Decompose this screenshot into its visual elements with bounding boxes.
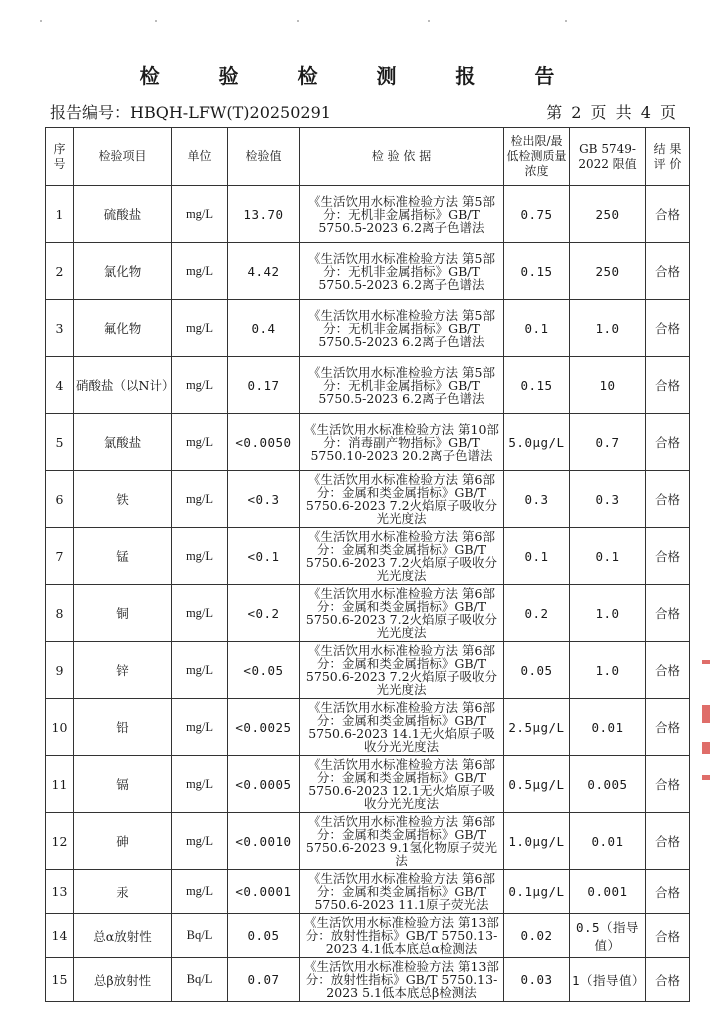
row-unit: mg/L [172, 186, 228, 243]
row-standard: 250 [570, 186, 646, 243]
table-row [46, 471, 690, 528]
row-seq: 12 [46, 813, 74, 870]
row-basis: 《生活饮用水标准检验方法 第6部分：金属和类金属指标》GB/T 5750.6-2023 11.1原子荧光法 [300, 870, 504, 914]
row-standard: 1.0 [570, 585, 646, 642]
row-value: 0.4 [228, 300, 300, 357]
row-seq: 2 [46, 243, 74, 300]
row-limit: 0.2 [504, 585, 570, 642]
row-value: <0.1 [228, 528, 300, 585]
header-result: 结 果 评 价 [646, 128, 690, 186]
row-seq: 4 [46, 357, 74, 414]
row-unit: mg/L [172, 357, 228, 414]
row-unit: mg/L [172, 642, 228, 699]
row-unit: mg/L [172, 528, 228, 585]
table-header-row [46, 128, 690, 186]
row-standard: 0.001 [570, 870, 646, 914]
row-seq: 7 [46, 528, 74, 585]
row-item: 铅 [74, 699, 172, 756]
table-row [46, 585, 690, 642]
table-row [46, 958, 690, 1002]
row-result: 合格 [646, 186, 690, 243]
row-value: <0.0025 [228, 699, 300, 756]
row-seq: 5 [46, 414, 74, 471]
row-basis: 《生活饮用水标准检验方法 第6部分：金属和类金属指标》GB/T 5750.6-2023 7.2火焰原子吸收分光光度法 [300, 642, 504, 699]
row-standard: 1.0 [570, 300, 646, 357]
scan-dot [40, 20, 42, 22]
scan-dot [565, 20, 567, 22]
row-standard: 0.1 [570, 528, 646, 585]
row-basis: 《生活饮用水标准检验方法 第6部分：金属和类金属指标》GB/T 5750.6-2023 9.1氢化物原子荧光法 [300, 813, 504, 870]
row-unit: mg/L [172, 243, 228, 300]
row-seq: 11 [46, 756, 74, 813]
table-row [46, 186, 690, 243]
row-basis: 《生活饮用水标准检验方法 第13部分：放射性指标》GB/T 5750.13-2023 4.1低本底总α检测法 [300, 914, 504, 958]
row-seq: 8 [46, 585, 74, 642]
row-value: <0.2 [228, 585, 300, 642]
row-unit: mg/L [172, 300, 228, 357]
row-limit: 0.15 [504, 357, 570, 414]
table-row [46, 699, 690, 756]
table-row [46, 870, 690, 914]
row-item: 总β放射性 [74, 958, 172, 1002]
row-limit: 5.0μg/L [504, 414, 570, 471]
row-basis: 《生活饮用水标准检验方法 第6部分：金属和类金属指标》GB/T 5750.6-2023 7.2火焰原子吸收分光光度法 [300, 585, 504, 642]
row-standard: 1（指导值） [570, 958, 646, 1002]
row-item: 锰 [74, 528, 172, 585]
row-seq: 14 [46, 914, 74, 958]
row-value: <0.0005 [228, 756, 300, 813]
row-item: 氯酸盐 [74, 414, 172, 471]
row-limit: 0.1 [504, 528, 570, 585]
report-number: 报告编号：HBQH-LFW(T)20250291 [50, 103, 331, 122]
row-item: 汞 [74, 870, 172, 914]
report-meta [50, 100, 678, 124]
scan-dot [428, 20, 430, 22]
row-item: 总α放射性 [74, 914, 172, 958]
table-row [46, 414, 690, 471]
row-result: 合格 [646, 585, 690, 642]
row-value: <0.0050 [228, 414, 300, 471]
row-item: 锌 [74, 642, 172, 699]
row-result: 合格 [646, 870, 690, 914]
row-value: 4.42 [228, 243, 300, 300]
row-result: 合格 [646, 813, 690, 870]
row-unit: mg/L [172, 699, 228, 756]
row-basis: 《生活饮用水标准检验方法 第5部分：无机非金属指标》GB/T 5750.5-2023 6.2离子色谱法 [300, 357, 504, 414]
row-unit: Bq/L [172, 914, 228, 958]
row-standard: 0.5（指导值） [570, 914, 646, 958]
row-result: 合格 [646, 642, 690, 699]
row-basis: 《生活饮用水标准检验方法 第5部分：无机非金属指标》GB/T 5750.5-2023 6.2离子色谱法 [300, 243, 504, 300]
stamp-edge-mark [702, 775, 710, 780]
table-row [46, 642, 690, 699]
scan-dot [155, 20, 157, 22]
row-limit: 0.5μg/L [504, 756, 570, 813]
row-item: 镉 [74, 756, 172, 813]
row-value: 0.07 [228, 958, 300, 1002]
stamp-edge-mark [702, 742, 710, 754]
table-row [46, 357, 690, 414]
row-item: 硫酸盐 [74, 186, 172, 243]
row-seq: 13 [46, 870, 74, 914]
results-table [45, 127, 690, 1002]
row-result: 合格 [646, 756, 690, 813]
header-basis: 检 验 依 据 [300, 128, 504, 186]
header-limit: 检出限/最低检测质量浓度 [504, 128, 570, 186]
row-standard: 0.01 [570, 699, 646, 756]
header-unit: 单位 [172, 128, 228, 186]
header-item: 检验项目 [74, 128, 172, 186]
row-unit: mg/L [172, 414, 228, 471]
row-unit: mg/L [172, 585, 228, 642]
row-basis: 《生活饮用水标准检验方法 第5部分：无机非金属指标》GB/T 5750.5-2023 6.2离子色谱法 [300, 300, 504, 357]
row-result: 合格 [646, 414, 690, 471]
row-limit: 1.0μg/L [504, 813, 570, 870]
row-limit: 0.1μg/L [504, 870, 570, 914]
page-indicator: 第 2 页 共 4 页 [546, 103, 678, 122]
row-standard: 0.005 [570, 756, 646, 813]
row-value: 0.17 [228, 357, 300, 414]
row-value: 0.05 [228, 914, 300, 958]
row-unit: mg/L [172, 756, 228, 813]
row-value: 13.70 [228, 186, 300, 243]
row-limit: 2.5μg/L [504, 699, 570, 756]
table-row [46, 914, 690, 958]
row-result: 合格 [646, 699, 690, 756]
row-standard: 0.7 [570, 414, 646, 471]
row-value: <0.0001 [228, 870, 300, 914]
header-value: 检验值 [228, 128, 300, 186]
row-basis: 《生活饮用水标准检验方法 第6部分：金属和类金属指标》GB/T 5750.6-2023 14.1无火焰原子吸收分光光度法 [300, 699, 504, 756]
row-seq: 9 [46, 642, 74, 699]
report-title: 检 验 检 测 报 告 [139, 64, 581, 88]
row-seq: 1 [46, 186, 74, 243]
row-result: 合格 [646, 914, 690, 958]
row-item: 砷 [74, 813, 172, 870]
table-row [46, 813, 690, 870]
row-seq: 6 [46, 471, 74, 528]
stamp-edge-mark [702, 660, 710, 664]
row-standard: 250 [570, 243, 646, 300]
row-unit: mg/L [172, 870, 228, 914]
row-limit: 0.75 [504, 186, 570, 243]
row-standard: 0.01 [570, 813, 646, 870]
row-basis: 《生活饮用水标准检验方法 第6部分：金属和类金属指标》GB/T 5750.6-2023 7.2火焰原子吸收分光光度法 [300, 528, 504, 585]
row-value: <0.05 [228, 642, 300, 699]
row-limit: 0.05 [504, 642, 570, 699]
table-row [46, 756, 690, 813]
row-seq: 15 [46, 958, 74, 1002]
row-limit: 0.03 [504, 958, 570, 1002]
row-result: 合格 [646, 243, 690, 300]
row-result: 合格 [646, 528, 690, 585]
row-standard: 10 [570, 357, 646, 414]
row-result: 合格 [646, 357, 690, 414]
row-limit: 0.3 [504, 471, 570, 528]
stamp-edge-mark [702, 705, 710, 723]
row-result: 合格 [646, 471, 690, 528]
row-value: <0.3 [228, 471, 300, 528]
row-limit: 0.02 [504, 914, 570, 958]
row-value: <0.0010 [228, 813, 300, 870]
row-item: 铁 [74, 471, 172, 528]
row-seq: 10 [46, 699, 74, 756]
row-standard: 1.0 [570, 642, 646, 699]
row-result: 合格 [646, 300, 690, 357]
row-limit: 0.1 [504, 300, 570, 357]
row-item: 硝酸盐（以N计） [74, 357, 172, 414]
row-basis: 《生活饮用水标准检验方法 第6部分：金属和类金属指标》GB/T 5750.6-2023 7.2火焰原子吸收分光光度法 [300, 471, 504, 528]
header-standard: GB 5749-2022 限值 [570, 128, 646, 186]
table-row [46, 300, 690, 357]
row-basis: 《生活饮用水标准检验方法 第5部分：无机非金属指标》GB/T 5750.5-2023 6.2离子色谱法 [300, 186, 504, 243]
row-basis: 《生活饮用水标准检验方法 第10部分：消毒副产物指标》GB/T 5750.10-2023 20.2离子色谱法 [300, 414, 504, 471]
row-unit: Bq/L [172, 958, 228, 1002]
table-row [46, 528, 690, 585]
row-item: 氯化物 [74, 243, 172, 300]
row-limit: 0.15 [504, 243, 570, 300]
row-seq: 3 [46, 300, 74, 357]
row-unit: mg/L [172, 813, 228, 870]
row-basis: 《生活饮用水标准检验方法 第13部分：放射性指标》GB/T 5750.13-2023 5.1低本底总β检测法 [300, 958, 504, 1002]
row-standard: 0.3 [570, 471, 646, 528]
row-item: 铜 [74, 585, 172, 642]
row-result: 合格 [646, 958, 690, 1002]
row-item: 氟化物 [74, 300, 172, 357]
row-basis: 《生活饮用水标准检验方法 第6部分：金属和类金属指标》GB/T 5750.6-2023 12.1无火焰原子吸收分光光度法 [300, 756, 504, 813]
scan-dot [297, 20, 299, 22]
row-unit: mg/L [172, 471, 228, 528]
header-seq: 序号 [46, 128, 74, 186]
table-row [46, 243, 690, 300]
